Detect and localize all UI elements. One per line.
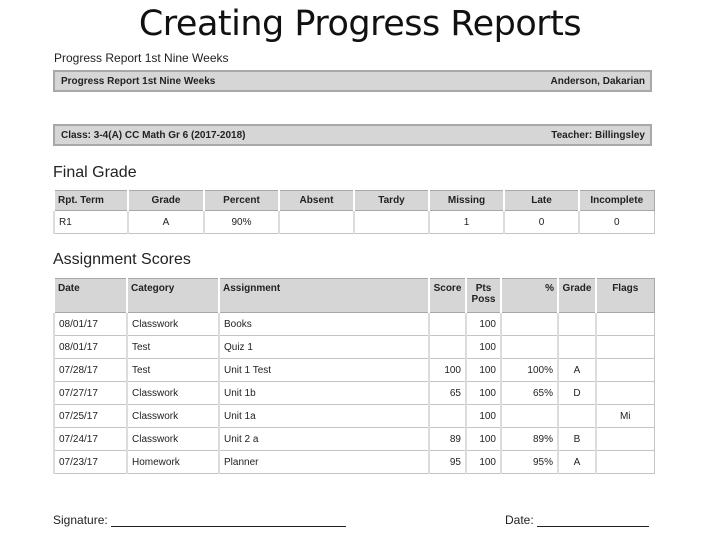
col-header-tardy: Tardy — [354, 191, 429, 211]
table-row — [54, 428, 654, 451]
cell-score: 65 — [429, 382, 466, 405]
cell-pct: 100% — [501, 359, 558, 382]
cell-flags — [596, 313, 654, 336]
cell-incomplete: 0 — [579, 211, 654, 234]
final-grade-row — [54, 211, 654, 234]
cell-flags — [596, 382, 654, 405]
cell-assignment: Books — [219, 313, 429, 336]
table-row — [54, 382, 654, 405]
cell-grade — [558, 313, 596, 336]
class-info-bar — [53, 124, 652, 146]
cell-date: 07/24/17 — [54, 428, 127, 451]
cell-assignment: Unit 1a — [219, 405, 429, 428]
cell-category: Classwork — [127, 405, 219, 428]
slide-title: Creating Progress Reports — [138, 4, 582, 44]
col-header-incomplete: Incomplete — [579, 191, 654, 211]
cell-category: Test — [127, 336, 219, 359]
cell-date: 07/27/17 — [54, 382, 127, 405]
signature-label: Signature: — [53, 513, 108, 527]
cell-absent — [279, 211, 354, 234]
col-header-rpt-term: Rpt. Term — [54, 191, 128, 211]
cell-pts-poss: 100 — [466, 428, 501, 451]
cell-date: 07/25/17 — [54, 405, 127, 428]
col-header-late: Late — [504, 191, 579, 211]
cell-assignment: Unit 1b — [219, 382, 429, 405]
cell-grade: D — [558, 382, 596, 405]
col-header-score: Score — [429, 279, 466, 313]
final-grade-table — [53, 190, 655, 234]
cell-pts-poss: 100 — [466, 313, 501, 336]
assignment-scores-table — [53, 278, 655, 474]
class-name: Class: 3-4(A) CC Math Gr 6 (2017-2018) — [61, 130, 246, 141]
cell-category: Classwork — [127, 428, 219, 451]
date-line — [537, 526, 649, 527]
cell-tardy — [354, 211, 429, 234]
cell-grade: B — [558, 428, 596, 451]
col-header-flags: Flags — [596, 279, 654, 313]
cell-pts-poss: 100 — [466, 359, 501, 382]
table-row — [54, 405, 654, 428]
cell-pts-poss: 100 — [466, 382, 501, 405]
cell-score: 95 — [429, 451, 466, 474]
cell-rpt-term: R1 — [54, 211, 128, 234]
cell-grade — [558, 336, 596, 359]
cell-category: Classwork — [127, 313, 219, 336]
col-header-category: Category — [127, 279, 219, 313]
cell-pts-poss: 100 — [466, 405, 501, 428]
cell-percent: 90% — [204, 211, 279, 234]
cell-pts-poss: 100 — [466, 451, 501, 474]
cell-flags: Mi — [596, 405, 654, 428]
cell-category: Homework — [127, 451, 219, 474]
final-grade-header-row — [54, 191, 654, 211]
cell-flags — [596, 428, 654, 451]
col-header-assignment-grade: Grade — [558, 279, 596, 313]
signature-field[interactable] — [53, 513, 346, 527]
col-header-missing: Missing — [429, 191, 504, 211]
cell-score: 89 — [429, 428, 466, 451]
cell-pct — [501, 336, 558, 359]
cell-category: Test — [127, 359, 219, 382]
cell-pct — [501, 405, 558, 428]
cell-assignment: Unit 2 a — [219, 428, 429, 451]
col-header-percent: Percent — [204, 191, 279, 211]
cell-pct — [501, 313, 558, 336]
col-header-absent: Absent — [279, 191, 354, 211]
cell-assignment: Planner — [219, 451, 429, 474]
cell-missing: 1 — [429, 211, 504, 234]
cell-category: Classwork — [127, 382, 219, 405]
cell-score — [429, 336, 466, 359]
assignment-scores-title: Assignment Scores — [53, 251, 191, 268]
cell-date: 07/28/17 — [54, 359, 127, 382]
teacher-name: Teacher: Billingsley — [551, 130, 645, 141]
cell-date: 07/23/17 — [54, 451, 127, 474]
student-name: Anderson, Dakarian — [550, 76, 645, 87]
report-header-bar — [53, 70, 652, 92]
cell-date: 08/01/17 — [54, 313, 127, 336]
cell-assignment: Unit 1 Test — [219, 359, 429, 382]
cell-pts-poss: 100 — [466, 336, 501, 359]
report-doc-title: Progress Report 1st Nine Weeks — [54, 51, 229, 65]
cell-grade — [558, 405, 596, 428]
date-field[interactable] — [505, 513, 649, 527]
col-header-pts-poss: Pts Poss — [466, 279, 501, 313]
assignment-header-row — [54, 279, 654, 313]
cell-grade: A — [128, 211, 204, 234]
cell-flags — [596, 451, 654, 474]
cell-flags — [596, 359, 654, 382]
col-header-date: Date — [54, 279, 127, 313]
cell-grade: A — [558, 359, 596, 382]
col-header-pct: % — [501, 279, 558, 313]
cell-score — [429, 405, 466, 428]
cell-pct: 95% — [501, 451, 558, 474]
table-row — [54, 313, 654, 336]
date-label: Date: — [505, 513, 534, 527]
cell-score: 100 — [429, 359, 466, 382]
cell-late: 0 — [504, 211, 579, 234]
col-header-grade: Grade — [128, 191, 204, 211]
col-header-assignment: Assignment — [219, 279, 429, 313]
table-row — [54, 336, 654, 359]
cell-pct: 89% — [501, 428, 558, 451]
final-grade-title: Final Grade — [53, 164, 137, 181]
cell-date: 08/01/17 — [54, 336, 127, 359]
cell-flags — [596, 336, 654, 359]
report-header-title: Progress Report 1st Nine Weeks — [61, 76, 216, 87]
signature-line — [111, 526, 346, 527]
cell-score — [429, 313, 466, 336]
cell-pct: 65% — [501, 382, 558, 405]
table-row — [54, 451, 654, 474]
table-row — [54, 359, 654, 382]
cell-assignment: Quiz 1 — [219, 336, 429, 359]
cell-grade: A — [558, 451, 596, 474]
